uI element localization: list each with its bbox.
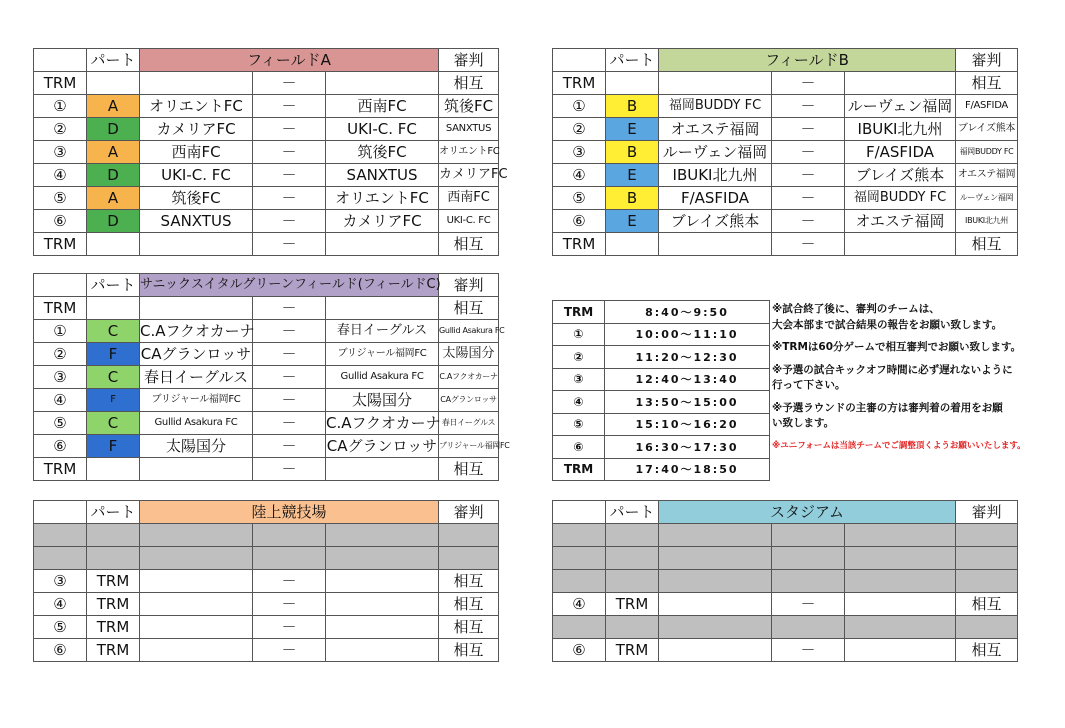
referee-team: 相互 [439, 570, 499, 593]
vs-dash: － [253, 343, 326, 366]
referee-team: 太陽国分 [439, 343, 499, 366]
referee-team: F/ASFIDA [956, 95, 1018, 118]
match-no: ⑥ [553, 210, 606, 233]
home-team: ルーヴェン福岡 [659, 141, 772, 164]
field-c-title: サニックスイタルグリーンフィールド(フィールドC) [140, 274, 439, 297]
header-blank [34, 501, 87, 524]
trm-row [34, 72, 499, 95]
referee-header: 審判 [956, 501, 1018, 524]
away-team: SANXTUS [326, 164, 439, 187]
field-b-header-row [553, 49, 1018, 72]
vs-dash: － [253, 570, 326, 593]
match-no: ③ [34, 570, 87, 593]
vs-dash: － [772, 72, 845, 95]
away-team [326, 593, 439, 616]
trm-label: TRM [34, 458, 87, 481]
referee-header: 審判 [439, 501, 499, 524]
home-team: SANXTUS [140, 210, 253, 233]
match-no: ③ [34, 141, 87, 164]
referee-team: ルーヴェン福岡 [956, 187, 1018, 210]
part-cell: TRM [87, 639, 140, 662]
vs-dash: － [253, 320, 326, 343]
match-no: ④ [553, 164, 606, 187]
slot-time: 15:10～16:20 [605, 413, 770, 436]
part-cell: A [87, 141, 140, 164]
match-no: ④ [34, 164, 87, 187]
referee-header: 審判 [956, 49, 1018, 72]
field-c-header-row [34, 274, 499, 297]
slot-time: 11:20～12:30 [605, 346, 770, 369]
part-cell [606, 72, 659, 95]
part-cell: F [87, 343, 140, 366]
part-cell: C [87, 366, 140, 389]
part-header: パート [606, 501, 659, 524]
unused-row [553, 570, 1018, 593]
vs-dash: － [253, 366, 326, 389]
away-team: 西南FC [326, 95, 439, 118]
slot-label: ④ [553, 391, 605, 414]
vs-dash: － [772, 210, 845, 233]
home-team [140, 593, 253, 616]
vs-dash: － [253, 639, 326, 662]
header-blank [34, 274, 87, 297]
trm-row [34, 233, 499, 256]
slot-time: 10:00～11:10 [605, 323, 770, 346]
away-team: C.Aフクオカーナ [326, 412, 439, 435]
away-team: 春日イーグルス [326, 320, 439, 343]
part-cell: TRM [87, 570, 140, 593]
part-cell: B [606, 95, 659, 118]
match-no: ② [34, 118, 87, 141]
referee-team: 春日イーグルス [439, 412, 499, 435]
referee-team: 相互 [439, 297, 499, 320]
referee-team: カメリアFC [439, 164, 499, 187]
part-header: パート [606, 49, 659, 72]
time-row [553, 391, 770, 414]
vs-dash: － [253, 233, 326, 256]
referee-team: 相互 [439, 616, 499, 639]
home-team [140, 570, 253, 593]
slot-label: TRM [553, 458, 605, 481]
referee-team: ブレイズ熊本 [956, 118, 1018, 141]
part-cell: E [606, 210, 659, 233]
home-team: カメリアFC [140, 118, 253, 141]
away-team [326, 297, 439, 320]
unused-row [553, 616, 1018, 639]
referee-team: 相互 [439, 233, 499, 256]
referee-team: SANXTUS [439, 118, 499, 141]
away-team [326, 458, 439, 481]
home-team: ブレイズ熊本 [659, 210, 772, 233]
part-cell: C [87, 320, 140, 343]
referee-team: 相互 [956, 639, 1018, 662]
match-row [553, 593, 1018, 616]
part-cell [87, 233, 140, 256]
vs-dash: － [253, 187, 326, 210]
home-team [659, 233, 772, 256]
match-no: ⑤ [553, 187, 606, 210]
trm-label: TRM [553, 72, 606, 95]
time-row [553, 368, 770, 391]
home-team: 春日イーグルス [140, 366, 253, 389]
home-team [140, 458, 253, 481]
referee-team: ブリジャール福岡FC [439, 435, 499, 458]
part-cell: E [606, 164, 659, 187]
referee-team: IBUKI北九州 [956, 210, 1018, 233]
referee-team: 相互 [956, 72, 1018, 95]
away-team: 福岡BUDDY FC [845, 187, 956, 210]
match-row [34, 593, 499, 616]
part-cell: A [87, 95, 140, 118]
field-a-table [33, 48, 508, 256]
part-cell: TRM [606, 593, 659, 616]
match-row [553, 118, 1018, 141]
stadium-header-row [553, 501, 1018, 524]
field-c-table [33, 273, 510, 481]
vs-dash: － [253, 412, 326, 435]
vs-dash: － [253, 210, 326, 233]
vs-dash: － [772, 164, 845, 187]
match-row [34, 95, 499, 118]
away-team: CAグランロッサ [326, 435, 439, 458]
part-cell: D [87, 164, 140, 187]
match-no: ⑤ [34, 616, 87, 639]
match-no: ③ [34, 366, 87, 389]
trm-row [34, 458, 499, 481]
stadium-title: スタジアム [659, 501, 956, 524]
referee-team: 福岡BUDDY FC [956, 141, 1018, 164]
away-team [845, 72, 956, 95]
match-row [34, 616, 499, 639]
home-team: IBUKI北九州 [659, 164, 772, 187]
referee-team: Gullid Asakura FC [439, 320, 499, 343]
away-team [845, 639, 956, 662]
vs-dash: － [253, 72, 326, 95]
match-no: ⑤ [34, 187, 87, 210]
part-cell: D [87, 118, 140, 141]
time-row [553, 458, 770, 481]
time-table [552, 300, 770, 481]
vs-dash: － [253, 297, 326, 320]
match-row [553, 187, 1018, 210]
match-no: ② [34, 343, 87, 366]
match-row [34, 141, 499, 164]
track-title: 陸上競技場 [140, 501, 439, 524]
away-team: UKI-C. FC [326, 118, 439, 141]
match-no: ⑥ [34, 639, 87, 662]
slot-label: TRM [553, 301, 605, 324]
match-row [34, 366, 499, 389]
match-row [34, 343, 499, 366]
home-team [659, 639, 772, 662]
part-cell [606, 233, 659, 256]
match-row [553, 639, 1018, 662]
away-team: Gullid Asakura FC [326, 366, 439, 389]
match-no: ⑥ [34, 210, 87, 233]
referee-team: 相互 [956, 593, 1018, 616]
trm-label: TRM [34, 233, 87, 256]
slot-time: 13:50～15:00 [605, 391, 770, 414]
away-team [845, 593, 956, 616]
part-cell: E [606, 118, 659, 141]
slot-label: ③ [553, 368, 605, 391]
unused-row [34, 547, 499, 570]
match-no: ③ [553, 141, 606, 164]
referee-team: オエステ福岡 [956, 164, 1018, 187]
part-cell [87, 297, 140, 320]
trm-row [553, 72, 1018, 95]
match-no: ① [34, 95, 87, 118]
home-team: 西南FC [140, 141, 253, 164]
vs-dash: － [772, 639, 845, 662]
home-team: オリエントFC [140, 95, 253, 118]
home-team [659, 72, 772, 95]
header-blank [553, 501, 606, 524]
vs-dash: － [772, 141, 845, 164]
home-team: ブリジャール福岡FC [140, 389, 253, 412]
trm-label: TRM [553, 233, 606, 256]
field-b-table [552, 48, 1018, 256]
part-header: パート [87, 501, 140, 524]
referee-team: 相互 [439, 458, 499, 481]
match-no: ④ [553, 593, 606, 616]
vs-dash: － [772, 593, 845, 616]
vs-dash: － [772, 95, 845, 118]
slot-label: ② [553, 346, 605, 369]
field-a-header-row [34, 49, 499, 72]
referee-team: 筑後FC [439, 95, 499, 118]
away-team: 太陽国分 [326, 389, 439, 412]
home-team: UKI-C. FC [140, 164, 253, 187]
match-no: ④ [34, 593, 87, 616]
time-row [553, 413, 770, 436]
slot-label: ⑥ [553, 436, 605, 459]
away-team [326, 639, 439, 662]
vs-dash: － [253, 95, 326, 118]
stadium-table [552, 500, 1018, 662]
match-row [553, 95, 1018, 118]
vs-dash: － [772, 118, 845, 141]
vs-dash: － [772, 233, 845, 256]
track-table [33, 500, 499, 662]
vs-dash: － [253, 118, 326, 141]
away-team: F/ASFIDA [845, 141, 956, 164]
part-cell: A [87, 187, 140, 210]
referee-header: 審判 [439, 49, 499, 72]
away-team: ブレイズ熊本 [845, 164, 956, 187]
note-referee-attire: ※予選ラウンドの主審の方は審判着の着用をお願 い致します。 [772, 401, 1003, 429]
home-team [140, 639, 253, 662]
part-cell: B [606, 141, 659, 164]
match-row [553, 210, 1018, 233]
home-team [659, 593, 772, 616]
time-row [553, 301, 770, 324]
part-cell: C [87, 412, 140, 435]
trm-label: TRM [34, 72, 87, 95]
home-team: Gullid Asakura FC [140, 412, 253, 435]
referee-header: 審判 [439, 274, 499, 297]
vs-dash: － [772, 187, 845, 210]
match-no: ⑥ [34, 435, 87, 458]
home-team [140, 616, 253, 639]
referee-team: 相互 [439, 639, 499, 662]
away-team: カメリアFC [326, 210, 439, 233]
match-row [34, 210, 499, 233]
part-cell: B [606, 187, 659, 210]
note-kickoff: ※予選の試合キックオフ時間に必ず遅れないように 行って下さい。 [772, 363, 1013, 391]
match-no: ① [34, 320, 87, 343]
referee-team: UKI-C. FC [439, 210, 499, 233]
vs-dash: － [253, 616, 326, 639]
header-blank [553, 49, 606, 72]
slot-time: 12:40～13:40 [605, 368, 770, 391]
match-row [34, 570, 499, 593]
time-row [553, 346, 770, 369]
match-no: ② [553, 118, 606, 141]
time-row [553, 323, 770, 346]
vs-dash: － [253, 458, 326, 481]
trm-row [34, 297, 499, 320]
part-header: パート [87, 274, 140, 297]
note-report: ※試合終了後に、審判のチームは、 大会本部まで試合結果の報告をお願い致します。 [772, 303, 1003, 331]
part-cell: F [87, 435, 140, 458]
away-team [326, 570, 439, 593]
home-team: 筑後FC [140, 187, 253, 210]
away-team: 筑後FC [326, 141, 439, 164]
away-team [845, 233, 956, 256]
field-b-title: フィールドB [659, 49, 956, 72]
match-row [553, 141, 1018, 164]
vs-dash: － [253, 141, 326, 164]
match-no: ① [553, 95, 606, 118]
home-team: オエステ福岡 [659, 118, 772, 141]
match-row [34, 187, 499, 210]
slot-label: ① [553, 323, 605, 346]
note-uniform: ※ユニフォームは当該チームでご調整頂くようお願いいたします。 [772, 440, 1026, 451]
notes [772, 302, 1062, 461]
away-team: オリエントFC [326, 187, 439, 210]
home-team: 福岡BUDDY FC [659, 95, 772, 118]
match-no: ⑤ [34, 412, 87, 435]
vs-dash: － [253, 164, 326, 187]
part-cell: D [87, 210, 140, 233]
away-team: ルーヴェン福岡 [845, 95, 956, 118]
away-team: IBUKI北九州 [845, 118, 956, 141]
part-cell [87, 458, 140, 481]
home-team: 太陽国分 [140, 435, 253, 458]
home-team [140, 297, 253, 320]
referee-team: 相互 [439, 593, 499, 616]
referee-team: 西南FC [439, 187, 499, 210]
match-row [34, 118, 499, 141]
vs-dash: － [253, 593, 326, 616]
home-team [140, 72, 253, 95]
unused-row [34, 524, 499, 547]
home-team: F/ASFIDA [659, 187, 772, 210]
trm-label: TRM [34, 297, 87, 320]
match-row [34, 639, 499, 662]
time-row [553, 436, 770, 459]
note-trm: ※TRMは60分ゲームで相互審判でお願い致します。 [772, 341, 1022, 353]
referee-team: CAグランロッサ [439, 389, 499, 412]
slot-time: 17:40～18:50 [605, 458, 770, 481]
away-team [326, 616, 439, 639]
referee-team: C.Aフクオカーナ [439, 366, 499, 389]
match-row [34, 164, 499, 187]
away-team: ブリジャール福岡FC [326, 343, 439, 366]
header-blank [34, 49, 87, 72]
part-cell: TRM [87, 593, 140, 616]
part-cell: TRM [606, 639, 659, 662]
away-team [326, 233, 439, 256]
trm-row [553, 233, 1018, 256]
vs-dash: － [253, 389, 326, 412]
match-row [34, 389, 499, 412]
vs-dash: － [253, 435, 326, 458]
field-a-title: フィールドA [140, 49, 439, 72]
part-header: パート [87, 49, 140, 72]
match-row [34, 435, 499, 458]
referee-team: 相互 [956, 233, 1018, 256]
unused-row [553, 547, 1018, 570]
unused-row [553, 524, 1018, 547]
match-row [553, 164, 1018, 187]
part-cell: TRM [87, 616, 140, 639]
slot-label: ⑤ [553, 413, 605, 436]
away-team: オエステ福岡 [845, 210, 956, 233]
match-no: ⑥ [553, 639, 606, 662]
referee-team: 相互 [439, 72, 499, 95]
home-team: C.Aフクオカーナ [140, 320, 253, 343]
referee-team: オリエントFC [439, 141, 499, 164]
home-team: CAグランロッサ [140, 343, 253, 366]
part-cell: F [87, 389, 140, 412]
slot-time: 16:30～17:30 [605, 436, 770, 459]
slot-time: 8:40～9:50 [605, 301, 770, 324]
track-header-row [34, 501, 499, 524]
part-cell [87, 72, 140, 95]
match-no: ④ [34, 389, 87, 412]
match-row [34, 320, 499, 343]
home-team [140, 233, 253, 256]
match-row [34, 412, 499, 435]
away-team [326, 72, 439, 95]
